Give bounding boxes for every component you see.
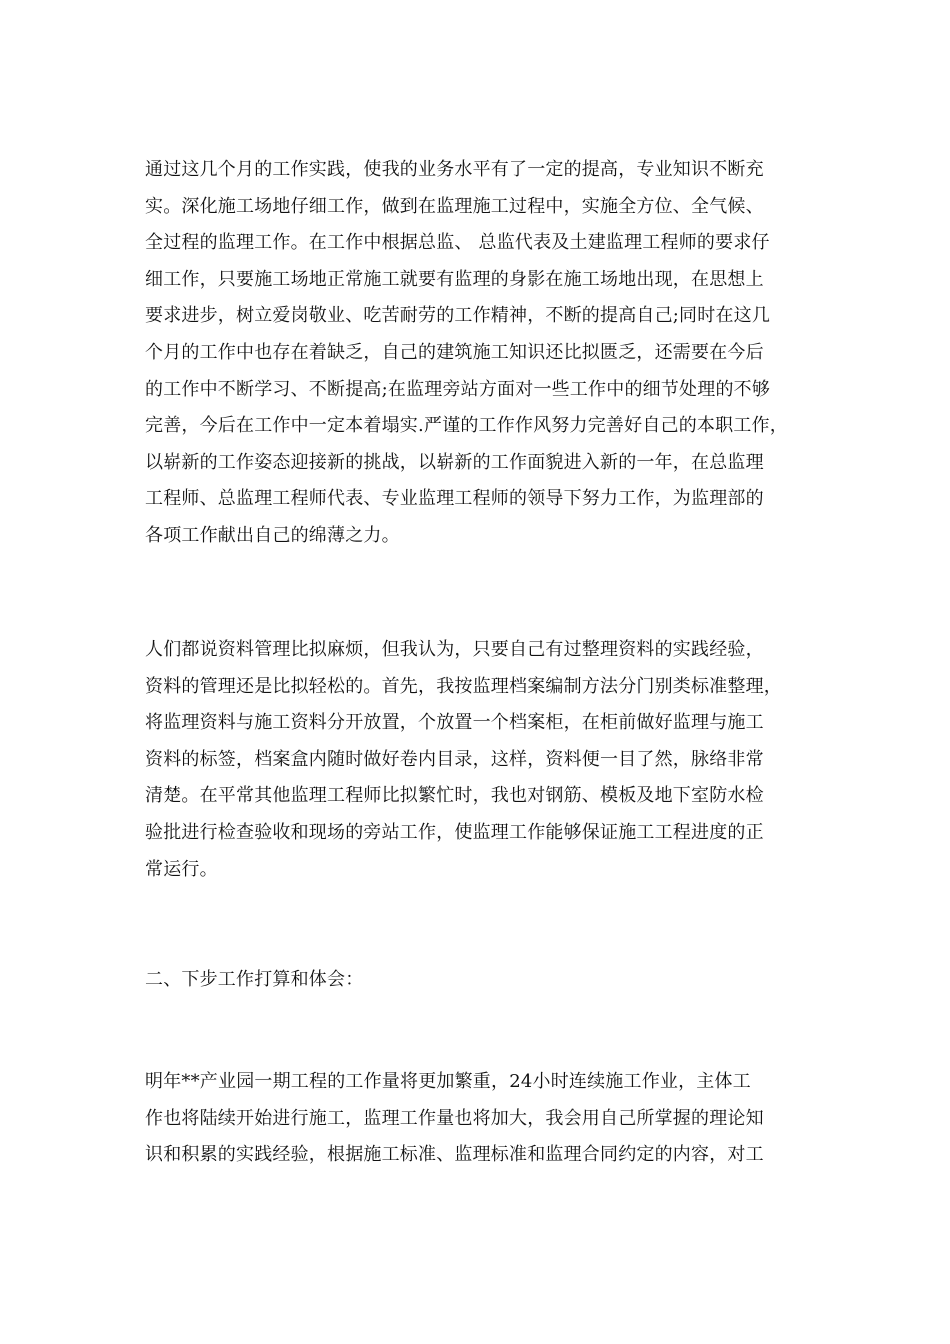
text-line: 实。深化施工场地仔细工作，做到在监理施工过程中，实施全方位、全气候、: [145, 195, 764, 217]
text-line: 明年**产业园一期工程的工作量将更加繁重，24小时连续施工作业，主体工: [145, 1071, 751, 1092]
text-line: 验批进行检查验收和现场的旁站工作，使监理工作能够保证施工工程进度的正: [145, 821, 764, 843]
text-line: 各项工作献出自己的绵薄之力。: [145, 524, 400, 546]
text-line: 的工作中不断学习、不断提高;在监理旁站方面对一些工作中的细节处理的不够: [145, 378, 771, 400]
text-line: 全过程的监理工作。在工作中根据总监、 总监代表及土建监理工程师的要求仔: [145, 232, 770, 254]
paragraph-document-management: [145, 632, 845, 888]
text-line: 作也将陆续开始进行施工，监理工作量也将加大，我会用自己所掌握的理论知: [145, 1107, 764, 1129]
paragraph-next-year-plan: [145, 1064, 845, 1174]
text-line: 工程师、总监理工程师代表、专业监理工程师的领导下努力工作，为监理部的: [145, 488, 764, 510]
text-line: 常运行。: [145, 858, 218, 880]
text-line: 人们都说资料管理比拟麻烦，但我认为，只要自己有过整理资料的实践经验，: [145, 639, 764, 660]
paragraph-work-practice: [145, 152, 845, 555]
text-line: 资料的标签，档案盒内随时做好卷内目录，这样，资料便一目了然，脉络非常: [145, 748, 764, 770]
text-line: 将监理资料与施工资料分开放置，个放置一个档案柜，在柜前做好监理与施工: [145, 712, 764, 734]
text-line: 要求进步，树立爱岗敬业、吃苦耐劳的工作精神，不断的提高自己;同时在这几: [145, 305, 771, 327]
text-line: 识和积累的实践经验，根据施工标准、监理标准和监理合同约定的内容，对工: [145, 1144, 764, 1166]
text-line: 细工作，只要施工场地正常施工就要有监理的身影在施工场地出现，在思想上: [145, 268, 764, 290]
heading-line: 二、下步工作打算和体会：: [145, 969, 364, 990]
section-heading: [145, 962, 845, 999]
text-line: 清楚。在平常其他监理工程师比拟繁忙时，我也对钢筋、模板及地下室防水检: [145, 785, 764, 807]
text-line: 资料的管理还是比拟轻松的。首先，我按监理档案编制方法分门别类标准整理，: [145, 675, 782, 697]
text-line: 个月的工作中也存在着缺乏，自己的建筑施工知识还比拟匮乏，还需要在今后: [145, 341, 764, 363]
text-line: 通过这几个月的工作实践，使我的业务水平有了一定的提高，专业知识不断充: [145, 159, 764, 180]
text-line: 完善，今后在工作中一定本着塌实.严谨的工作作风努力完善好自己的本职工作，: [145, 415, 788, 437]
text-line: 以崭新的工作姿态迎接新的挑战，以崭新的工作面貌进入新的一年，在总监理: [145, 451, 764, 473]
